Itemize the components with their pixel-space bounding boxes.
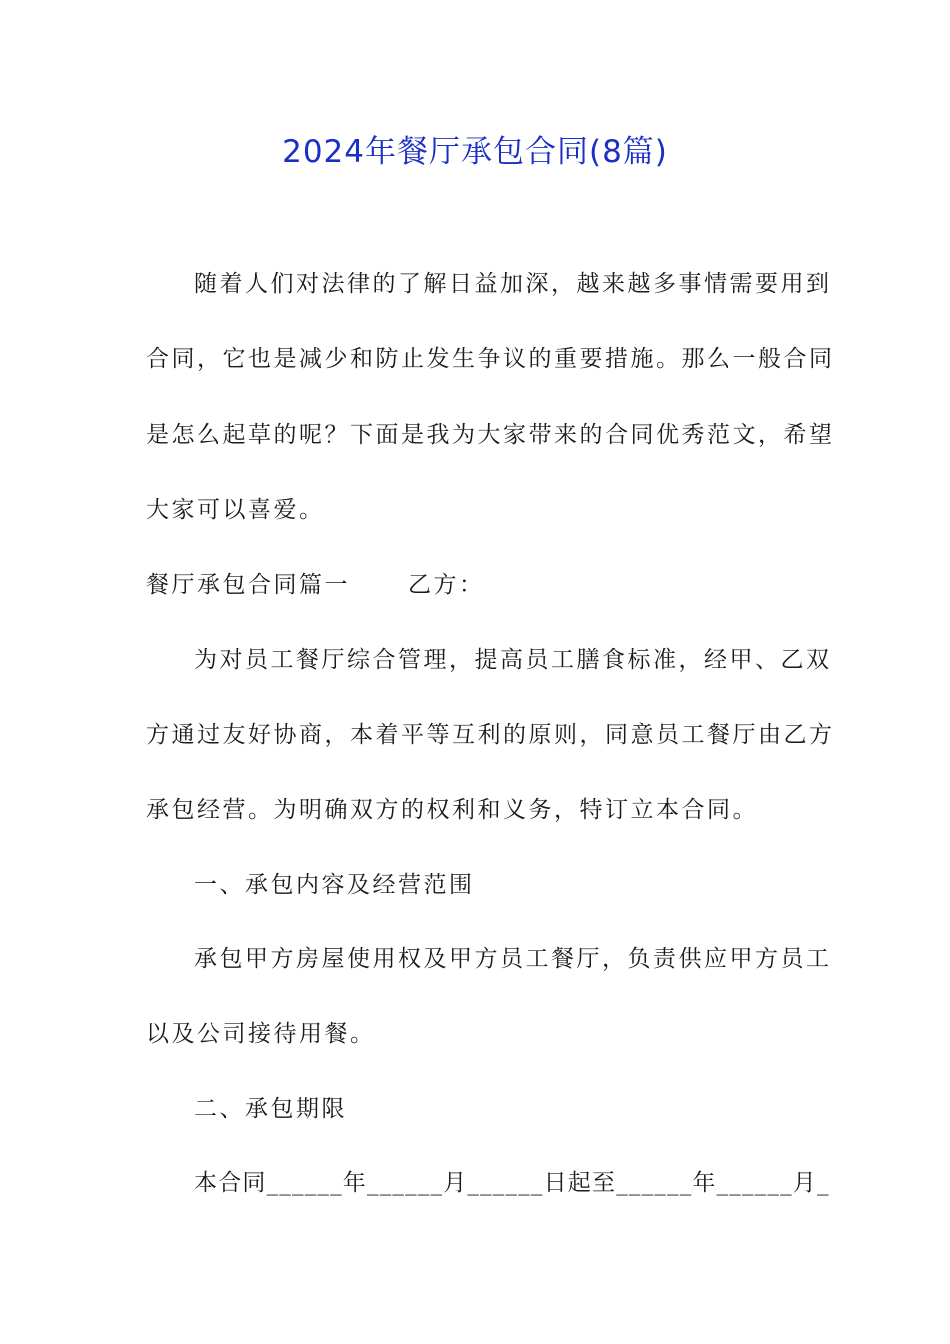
clause-1-line-1: 承包甲方房屋使用权及甲方员工餐厅，负责供应甲方员工: [194, 946, 832, 972]
intro-line-2: 合同，它也是减少和防止发生争议的重要措施。那么一般合同: [146, 346, 835, 372]
clause-1-line-2: 以及公司接待用餐。: [146, 1021, 376, 1047]
document-title: 2024年餐厅承包合同(8篇): [282, 134, 668, 170]
preamble-line-1: 为对员工餐厅综合管理，提高员工膳食标准，经甲、乙双: [194, 647, 832, 673]
intro-line-4: 大家可以喜爱。: [146, 497, 325, 523]
clause-2-heading: 二、承包期限: [194, 1096, 347, 1122]
intro-line-3: 是怎么起草的呢？下面是我为大家带来的合同优秀范文，希望: [146, 422, 835, 448]
section-heading: [146, 569, 806, 601]
preamble-line-2: 方通过友好协商，本着平等互利的原则，同意员工餐厅由乙方: [146, 722, 835, 748]
preamble-line-3: 承包经营。为明确双方的权利和义务，特订立本合同。: [146, 797, 758, 823]
intro-line-1: 随着人们对法律的了解日益加深，越来越多事情需要用到: [194, 271, 832, 297]
section-heading-title: 餐厅承包合同篇一: [146, 572, 350, 598]
clause-2-line-1: 本合同______年______月______日起至______年______月_: [194, 1170, 830, 1196]
section-heading-party-b: 乙方：: [408, 572, 485, 598]
clause-1-heading: 一、承包内容及经营范围: [194, 872, 475, 898]
